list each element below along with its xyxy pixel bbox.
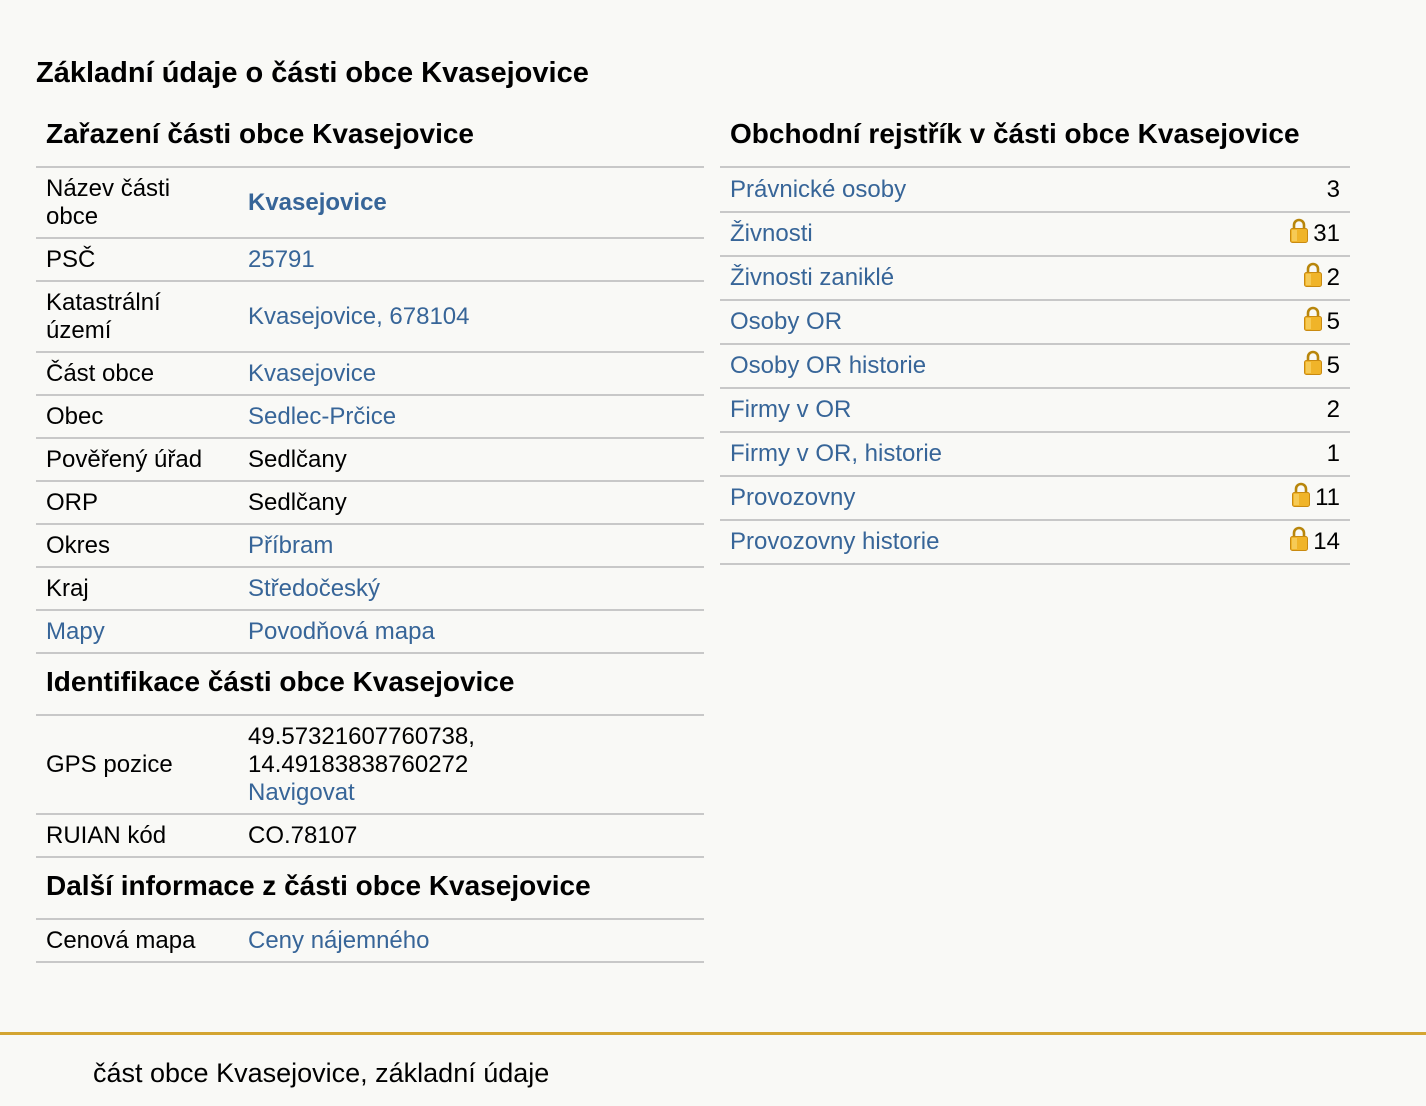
table-row — [36, 438, 704, 481]
identifikace-table — [36, 716, 704, 858]
footer-divider — [0, 1032, 1426, 1035]
gps-lon: 14.49183838760272 — [248, 751, 469, 778]
rejstrik-count: 2 — [1326, 263, 1340, 291]
lock-icon[interactable] — [1289, 526, 1309, 559]
table-row — [720, 388, 1350, 432]
obec-link[interactable]: Sedlec-Prčice — [248, 403, 397, 430]
rejstrik-link[interactable]: Osoby OR — [730, 308, 843, 335]
mapy-link[interactable]: Mapy — [46, 618, 105, 645]
left-column — [36, 112, 704, 963]
rejstrik-count: 2 — [1326, 396, 1340, 423]
table-row — [36, 352, 704, 395]
table-row — [720, 520, 1350, 564]
identifikace-title: Identifikace části obce Kvasejovice — [36, 654, 704, 716]
gps-label: GPS pozice — [36, 716, 238, 814]
rejstrik-table — [720, 168, 1350, 565]
table-row — [720, 476, 1350, 520]
rejstrik-count: 31 — [1313, 219, 1340, 247]
footer-text: část obce Kvasejovice, základní údaje — [93, 1058, 550, 1088]
zarazeni-table — [36, 168, 704, 654]
dalsi-title: Další informace z části obce Kvasejovice — [36, 858, 704, 920]
lock-icon[interactable] — [1303, 262, 1323, 295]
rejstrik-link[interactable]: Firmy v OR — [730, 396, 852, 423]
row-label-nazev: Název části obce — [36, 168, 238, 238]
rejstrik-count: 1 — [1326, 440, 1340, 467]
table-row — [720, 432, 1350, 476]
table-row — [36, 814, 704, 857]
lock-icon[interactable] — [1291, 482, 1311, 515]
table-row — [36, 168, 704, 238]
table-row — [36, 920, 704, 962]
row-label-orp: ORP — [36, 481, 238, 524]
lock-icon[interactable] — [1303, 350, 1323, 383]
table-row — [36, 524, 704, 567]
identifikace-section — [36, 654, 704, 858]
table-row — [36, 567, 704, 610]
dalsi-table — [36, 920, 704, 963]
rejstrik-link[interactable]: Živnosti — [730, 220, 813, 247]
rejstrik-link[interactable]: Osoby OR historie — [730, 352, 927, 379]
rejstrik-link[interactable]: Firmy v OR, historie — [730, 440, 943, 467]
psc-link[interactable]: 25791 — [248, 246, 315, 273]
rejstrik-count: 5 — [1326, 307, 1340, 335]
row-label-cast-obce: Část obce — [36, 352, 238, 395]
rejstrik-count: 14 — [1313, 527, 1340, 555]
rejstrik-count: 5 — [1326, 351, 1340, 379]
table-row — [36, 481, 704, 524]
rejstrik-link[interactable]: Provozovny — [730, 484, 856, 511]
rejstrik-link[interactable]: Provozovny historie — [730, 528, 940, 555]
row-label-povereny-urad: Pověřený úřad — [36, 438, 238, 481]
okres-link[interactable]: Příbram — [248, 532, 334, 559]
rejstrik-count: 3 — [1326, 175, 1340, 203]
table-row — [36, 716, 704, 814]
katastr-link[interactable]: Kvasejovice, 678104 — [248, 303, 470, 330]
table-row — [36, 281, 704, 352]
ruian-value: CO.78107 — [238, 814, 704, 857]
orp-value: Sedlčany — [238, 481, 704, 524]
right-column — [720, 112, 1350, 565]
lock-icon[interactable] — [1289, 218, 1309, 251]
table-row — [720, 300, 1350, 344]
table-row — [36, 610, 704, 653]
table-row — [36, 395, 704, 438]
dalsi-section — [36, 858, 704, 963]
table-row — [720, 168, 1350, 212]
navigovat-link[interactable]: Navigovat — [248, 779, 355, 806]
povodnova-mapa-link[interactable]: Povodňová mapa — [248, 618, 435, 645]
row-label-okres: Okres — [36, 524, 238, 567]
nazev-link[interactable]: Kvasejovice — [248, 189, 387, 216]
row-label-katastr: Katastrální území — [36, 281, 238, 352]
ceny-najemneho-link[interactable]: Ceny nájemného — [248, 927, 430, 954]
page-title: Základní údaje o části obce Kvasejovice — [36, 57, 589, 89]
rejstrik-title: Obchodní rejstřík v části obce Kvasejovice — [720, 112, 1350, 168]
kraj-link[interactable]: Středočeský — [248, 575, 381, 602]
zarazeni-title: Zařazení části obce Kvasejovice — [36, 112, 704, 168]
rejstrik-link[interactable]: Živnosti zaniklé — [730, 264, 895, 291]
table-row — [36, 238, 704, 281]
cenova-mapa-label: Cenová mapa — [36, 920, 238, 962]
row-label-obec: Obec — [36, 395, 238, 438]
lock-icon[interactable] — [1303, 306, 1323, 339]
cast-obce-link[interactable]: Kvasejovice — [248, 360, 377, 387]
rejstrik-count: 11 — [1315, 483, 1340, 511]
table-row — [720, 256, 1350, 300]
row-label-psc: PSČ — [36, 238, 238, 281]
ruian-label: RUIAN kód — [36, 814, 238, 857]
rejstrik-link[interactable]: Právnické osoby — [730, 175, 907, 203]
gps-value — [238, 716, 704, 814]
table-row — [720, 212, 1350, 256]
gps-lat: 49.57321607760738, — [248, 723, 475, 750]
zarazeni-section — [36, 112, 704, 654]
table-row — [720, 344, 1350, 388]
row-label-kraj: Kraj — [36, 567, 238, 610]
povereny-urad-value: Sedlčany — [238, 438, 704, 481]
